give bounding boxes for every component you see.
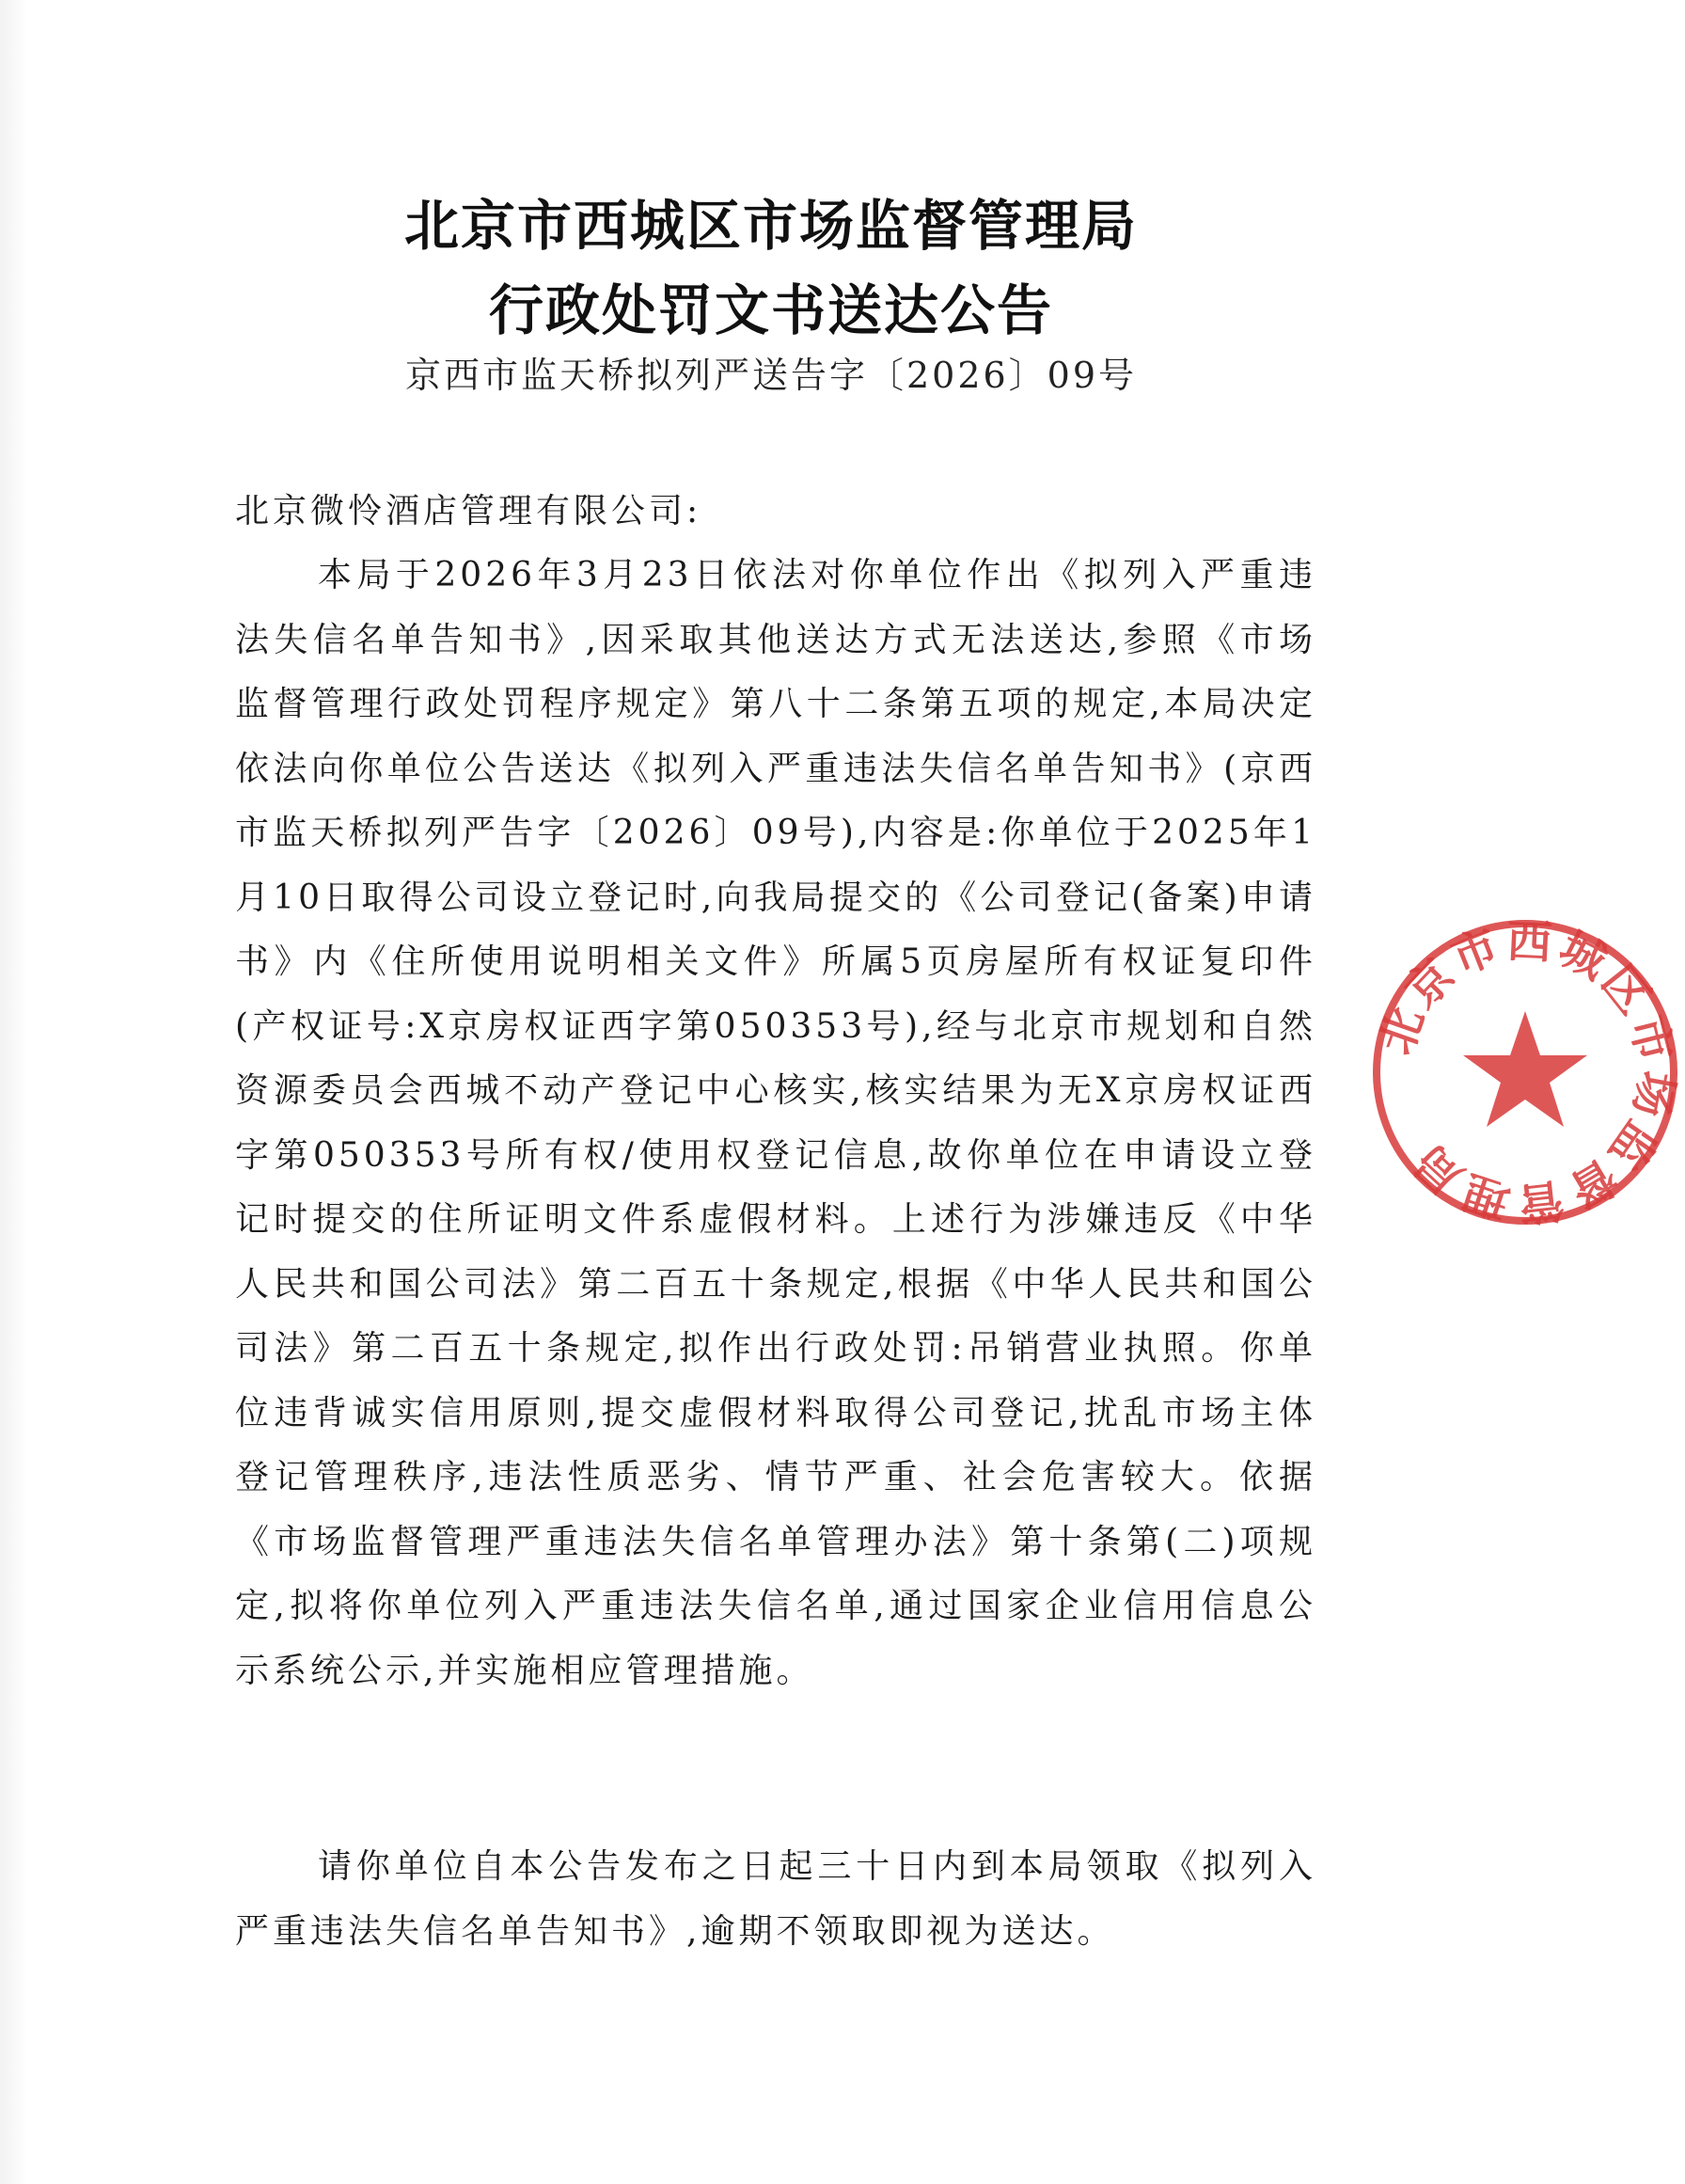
document-title-line1: 北京市西城区市场监督管理局 [403, 194, 1138, 258]
document-number: 京西市监天桥拟列严送告字〔2026〕09号 [404, 355, 1138, 396]
body-paragraph-2: 请你单位自本公告发布之日起三十日内到本局领取《拟列入严重违法失信名单告知书》,逾期不领取即视为送达。 [235, 1847, 1316, 1951]
addressee: 北京微怜酒店管理有限公司: [235, 492, 702, 530]
star-icon [1463, 1011, 1587, 1127]
document-title-line2: 行政处罚文书送达公告 [488, 278, 1053, 342]
seal-graphic [1365, 912, 1685, 1232]
seal-text-path: 北京市西城区市场监督管理局 [1369, 914, 1683, 1230]
body-paragraph-1: 本局于2026年3月23日依法对你单位作出《拟列入严重违法失信名单告知书》,因采取其他送达方式无法送达,参照《市场监督管理行政处罚程序规定》第八十二条第五项的规定,本局决定依法向你单位公告送达《拟列入严重违法失信名单告知书》(京西市监天桥拟列严告字〔2026〕09号),内容是:你单位于2025年1月10日取得公司设立登记时,向我局提交的《公司登记(备案)申请书》内《住所使用说明相关文件》所属5页房屋所有权证复印件(产权证号:X京房权证西字第050353号),经与北京市规划和自然资源委员会西城不动产登记中心核实,核实结果为无X京房权证西字第050353号所有权/使用权登记信息,故你单位在申请设立登记时提交的住所证明文件系虚假材料。上述行为涉嫌违反《中华人民共和国公司法》第二百五十条规定,根据《中华人民共和国公司法》第二百五十条规定,拟作出行政处罚:吊销营业执照。你单位违背诚实信用原则,提交虚假材料取得公司登记,扰乱市场主体登记管理秩序,违法性质恶劣、情节严重、社会危害较大。依据《市场监督管理严重违法失信名单管理办法》第十条第(二)项规定,拟将你单位列入严重违法失信名单,通过国家企业信用信息公示系统公示,并实施相应管理措施。 [235, 556, 1316, 1690]
official-seal [1365, 912, 1685, 1232]
